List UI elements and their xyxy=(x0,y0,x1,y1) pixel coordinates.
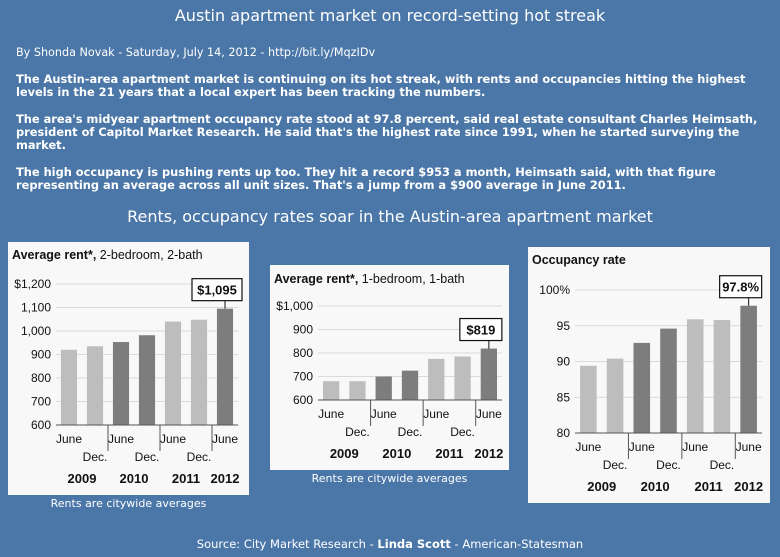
x-tick-label: Dec. xyxy=(450,425,475,439)
bar xyxy=(660,329,677,433)
chart-caption-1bed: Rents are citywide averages xyxy=(311,472,468,485)
y-tick-label: 800 xyxy=(292,346,313,360)
y-tick-label: 1,000 xyxy=(20,324,51,338)
y-tick-label: 600 xyxy=(292,393,313,407)
byline: By Shonda Novak - Saturday, July 14, 2012 - http://bit.ly/MqzIDv xyxy=(16,46,376,59)
bar xyxy=(165,322,181,425)
y-tick-label: 95 xyxy=(556,318,570,333)
y-tick-label: 900 xyxy=(30,347,51,362)
article-paragraph-2: The area's midyear apartment occupancy rate stood at 97.8 percent, said real estate consultant Charles Heimsath, president of Capitol Market Research. He said that's the highest rate since 1991, when he started surveying the market. xyxy=(16,112,758,152)
y-tick-label: 1,100 xyxy=(20,300,51,315)
page-title: Austin apartment market on record-setting hot streak xyxy=(174,6,606,25)
source-credit xyxy=(0,537,780,551)
bar xyxy=(740,306,757,433)
year-label: 2012 xyxy=(474,446,504,461)
bar xyxy=(402,371,418,400)
bar xyxy=(217,309,233,425)
bar xyxy=(113,342,129,425)
source-suffix: - American-Statesman xyxy=(450,537,584,551)
bar xyxy=(61,350,77,425)
bar xyxy=(607,359,624,433)
y-tick-label: 600 xyxy=(30,418,51,432)
x-tick-label: Dec. xyxy=(709,458,735,472)
year-label: 2012 xyxy=(210,471,240,486)
bar xyxy=(580,366,597,433)
x-tick-label: Dec. xyxy=(397,425,423,439)
chart-caption-2bed: Rents are citywide averages xyxy=(50,497,207,510)
x-tick-label: Dec. xyxy=(656,458,681,472)
chart-svg xyxy=(8,242,249,495)
chart-title-rest: 1-bedroom, 1-bath xyxy=(358,272,465,286)
bar xyxy=(87,346,103,425)
year-label: 2011 xyxy=(435,446,464,461)
bar xyxy=(349,381,365,400)
year-label: 2010 xyxy=(119,471,149,486)
year-label: 2009 xyxy=(587,479,617,494)
chart-title-bold: Occupancy rate xyxy=(532,253,626,267)
year-label: 2010 xyxy=(640,479,670,494)
bar xyxy=(191,320,207,425)
x-tick-label: Dec. xyxy=(602,458,628,472)
bar xyxy=(687,319,704,433)
x-tick-label: June xyxy=(159,432,187,446)
chart-panel-2bed xyxy=(8,242,249,495)
article-paragraph-3: The high occupancy is pushing rents up too. They hit a record $953 a month, Heimsath said, with that figure representing an average across all unit sizes. That's a jump from a $900 average in June 2011. xyxy=(16,165,716,192)
y-tick-label: 90 xyxy=(556,354,570,369)
article-paragraph-1: The Austin-area apartment market is continuing on its hot streak, with rents and occupancies hitting the highest levels in the 21 years that a local expert has been tracking the numbers. xyxy=(16,72,746,99)
bar xyxy=(139,335,155,425)
chart-svg xyxy=(528,247,770,503)
year-label: 2009 xyxy=(329,446,359,461)
source-author: Linda Scott xyxy=(377,537,451,551)
chart-svg xyxy=(270,265,509,470)
year-label: 2012 xyxy=(734,479,764,494)
y-tick-label: $1,200 xyxy=(14,277,51,291)
y-tick-label: 100% xyxy=(539,283,570,297)
y-tick-label: 85 xyxy=(556,390,570,405)
chart-title-bold: Average rent*, xyxy=(12,248,97,262)
x-tick-label: June xyxy=(318,407,345,421)
x-tick-label: Dec. xyxy=(345,425,370,439)
y-tick-label: 800 xyxy=(30,371,51,385)
bar xyxy=(428,359,444,400)
x-tick-label: June xyxy=(575,440,602,454)
x-tick-label: June xyxy=(107,432,135,446)
x-tick-label: June xyxy=(735,440,762,454)
x-tick-label: June xyxy=(423,407,450,421)
callout-label: $819 xyxy=(466,322,496,338)
year-label: 2010 xyxy=(382,446,412,461)
y-tick-label: 700 xyxy=(292,369,313,384)
bar xyxy=(376,377,392,401)
section-title: Rents, occupancy rates soar in the Austin-area apartment market xyxy=(127,207,653,226)
x-tick-label: Dec. xyxy=(134,450,160,464)
chart-title-bold: Average rent*, xyxy=(274,272,359,286)
chart-panel-occupancy xyxy=(528,247,770,503)
bar xyxy=(634,343,651,433)
x-tick-label: Dec. xyxy=(82,450,108,464)
y-tick-label: 700 xyxy=(30,394,51,409)
y-tick-label: 900 xyxy=(292,322,313,337)
bar xyxy=(714,320,731,433)
source-prefix: Source: City Market Research - xyxy=(196,537,378,551)
chart-panel-1bed xyxy=(270,265,509,470)
x-tick-label: June xyxy=(211,432,239,446)
bar xyxy=(454,357,470,400)
callout-label: $1,095 xyxy=(197,282,237,298)
callout-label: 97.8% xyxy=(722,279,760,295)
x-tick-label: June xyxy=(370,407,397,421)
chart-title xyxy=(532,253,626,267)
year-label: 2011 xyxy=(171,471,201,486)
chart-title xyxy=(274,272,465,286)
x-tick-label: June xyxy=(628,440,655,454)
x-tick-label: June xyxy=(55,432,83,446)
x-tick-label: June xyxy=(682,440,709,454)
y-tick-label: 80 xyxy=(556,426,570,440)
year-label: 2009 xyxy=(67,471,97,486)
chart-title-rest: 2-bedroom, 2-bath xyxy=(96,248,203,262)
y-tick-label: $1,000 xyxy=(276,299,313,313)
bar xyxy=(481,349,497,400)
x-tick-label: June xyxy=(475,407,502,421)
chart-title xyxy=(12,248,203,262)
bar xyxy=(323,381,339,400)
x-tick-label: Dec. xyxy=(186,450,212,464)
year-label: 2011 xyxy=(694,479,723,494)
